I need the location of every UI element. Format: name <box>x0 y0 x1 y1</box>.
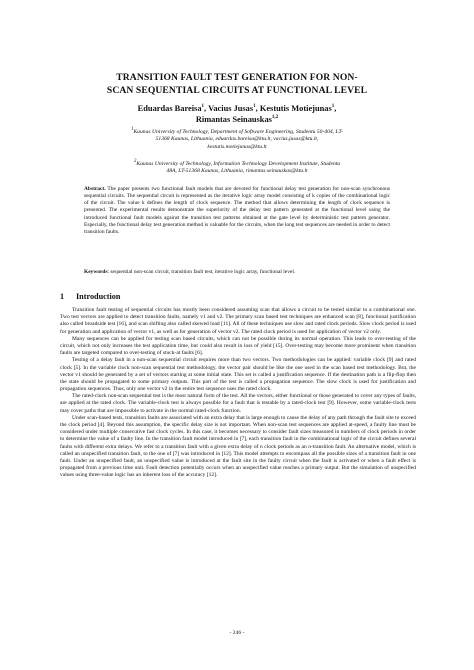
body-paragraph: Many sequences can be applied for testing scan based circuits, which can not be possible during its normal operation. This leads to over-testing of the circuit, which not only increases the test application time, but could also result in loss of yield [15]. Over-testing may become more prominent when transition faults are targeted compared to over-testing of stuck-at faults [6]. <box>60 335 416 357</box>
author-name: Vacius Jusas <box>208 104 254 113</box>
paper-title <box>60 72 414 97</box>
abstract-label: Abstract. <box>84 186 106 192</box>
section-number: 1 <box>60 292 65 301</box>
abstract <box>84 186 390 236</box>
author-affil-mark: 1 <box>331 104 335 110</box>
affiliation-2 <box>72 161 402 176</box>
body-paragraph: The rated-clock non-scan sequential test is the most natural form of the test. All the vectors, either functional or those generated to cover any types of faults, are applied at the rated clock. The variable-clock test is always possible for a fault that is testable by a rated-clock test [9]. However, some variable-clock tests may cover paths that are impossible to activate in the normal rated-clock function. <box>60 393 416 414</box>
abstract-text: The paper presents two functional fault models that are devoted for functional delay test generation for non-scan synchronous sequential circuits. The sequential circuit is represented as the iterative logic array model consisting of k copies of the combinational logic of the circuit. The value k defines the length of clock sequence. The method that allows determining the length of clock sequence is presented. The experimental results demonstrate the superiority of the delay test pattern generated at the functional level using the introduced functional fault models against the transition test patterns obtained at the gate level by deterministic test pattern generator. Especially, the functional delay test generation method is valuable for the circuits, when the long test sequences are needed in order to detect transition faults. <box>84 186 391 235</box>
author-separator: , <box>255 104 260 113</box>
author-affil-mark: 1 <box>253 104 256 110</box>
affil-mark: 2 <box>133 159 137 165</box>
body-paragraph: Under scan-based tests, transition faults are associated with an extra delay that is large enough to cause the delay of any path through the fault site to exceed the clock period [4]. Beyond this assumption, the specific delay size is not important. When non-scan test sequences are applied at-speed, a faulty line must be considered under multiple consecutive fast clock cycles. In this case, it becomes necessary to consider fault sizes measured in numbers of clock periods in order to determine the value of a faulty line. In the transition fault model introduced in [7], each transition fault in the combinational logic of the circuit defines several faults with different extra delays. We refer to a transition fault with a given extra delay of n clock periods as an n-transition fault. An alternative model, which is called an unspecified transition fault, to the one of [7] was introduced in [12]. This model attempts to encompass all the possible sizes of a transition fault in one fault. Under an unspecified fault, an unspecified value is introduced at the fault site in the faulty circuit when the fault is activated or when a fault effect is propagated from a previous time unit. Fault detection potentially occurs when an unspecified value reaches a primary output. But the simulation of unspecified values using three-value logic has an inherent loss of the accuracy [12]. <box>60 414 416 479</box>
author-list <box>60 103 414 125</box>
affil-line: Kaunas University of Technology, Department of Software Engineering, Studentu 50-404, LT- <box>133 129 344 135</box>
keywords-text: : sequential non-scan circuit, transition fault test, iterative logic array, functional level. <box>107 269 296 275</box>
author-name: Rimantas Seinauskas <box>195 115 272 124</box>
affiliation-1 <box>72 129 402 151</box>
page-number: - 246 - <box>229 630 245 636</box>
body-text <box>60 307 416 480</box>
affil-line: kestutis.motiejunas@ktu.lt <box>207 143 267 150</box>
section-heading <box>60 292 414 302</box>
author-separator: , <box>204 104 209 113</box>
author-name: Kestutis Motiejunas <box>259 104 332 113</box>
title-line-1: TRANSITION FAULT TEST GENERATION FOR NON- <box>116 72 358 83</box>
affil-line: 51368 Kaunas, Lithuania, eduardas.bareisa@ktu.lt, vacius.jusas@ktu.lt, <box>155 136 319 143</box>
keywords <box>84 269 390 276</box>
author-affil-mark: 1,2 <box>271 115 279 121</box>
affil-line: Kaunas University of Technology, Information Technology Development Institute, Studentu <box>136 161 341 167</box>
keywords-label: Keywords <box>84 269 108 275</box>
affil-mark: 1 <box>130 127 134 133</box>
affil-line: 48A, LT-51368 Kaunas, Lithuania, rimantas.seinauskas@ktu.lt <box>166 168 308 175</box>
section-title: Introduction <box>76 292 121 301</box>
author-affil-mark: 1 <box>201 104 205 110</box>
author-name: Eduardas Bareisa <box>137 104 202 113</box>
title-line-2: SCAN SEQUENTIAL CIRCUITS AT FUNCTIONAL LEVEL <box>106 84 368 96</box>
body-paragraph: Transition fault testing of sequential circuits has mostly been considered assuming scan that allows a circuit to be tested similar to a combinational one. Two test vectors are applied to detect transition faults, namely v1 and v2. The primary scan based test techniques are enhanced scan [8], functional justification also called broadside test [16], and scan shifting also called skewed load [11]. All of these techniques use slow and rated clock periods. Slow clock period is used for generation and application of vector v1, as well as for generation of vector v2. The rated clock period is used for application of vector v2 only. <box>60 307 416 335</box>
author-separator: , <box>334 104 337 113</box>
body-paragraph: Testing of a delay fault in a non-scan sequential circuit requires more than two vectors. Two methodologies can be applied: variable clock [9] and rated clock [5]. In the variable clock non-scan sequential test methodology, the vector pair should be like the one used in the scan based test methodology. But, the vector v1 should be generated by a set of vectors starting at some initial state. This set is called a justification sequence. If the destination path is a flip-flop then the state should be propagated to some primary outputs. This part of the test is called a propagation sequence. The slow clock is used for justification and propagation sequences. Thus, only one vector v2 in the entire test sequence uses the rated clock. <box>60 357 416 393</box>
